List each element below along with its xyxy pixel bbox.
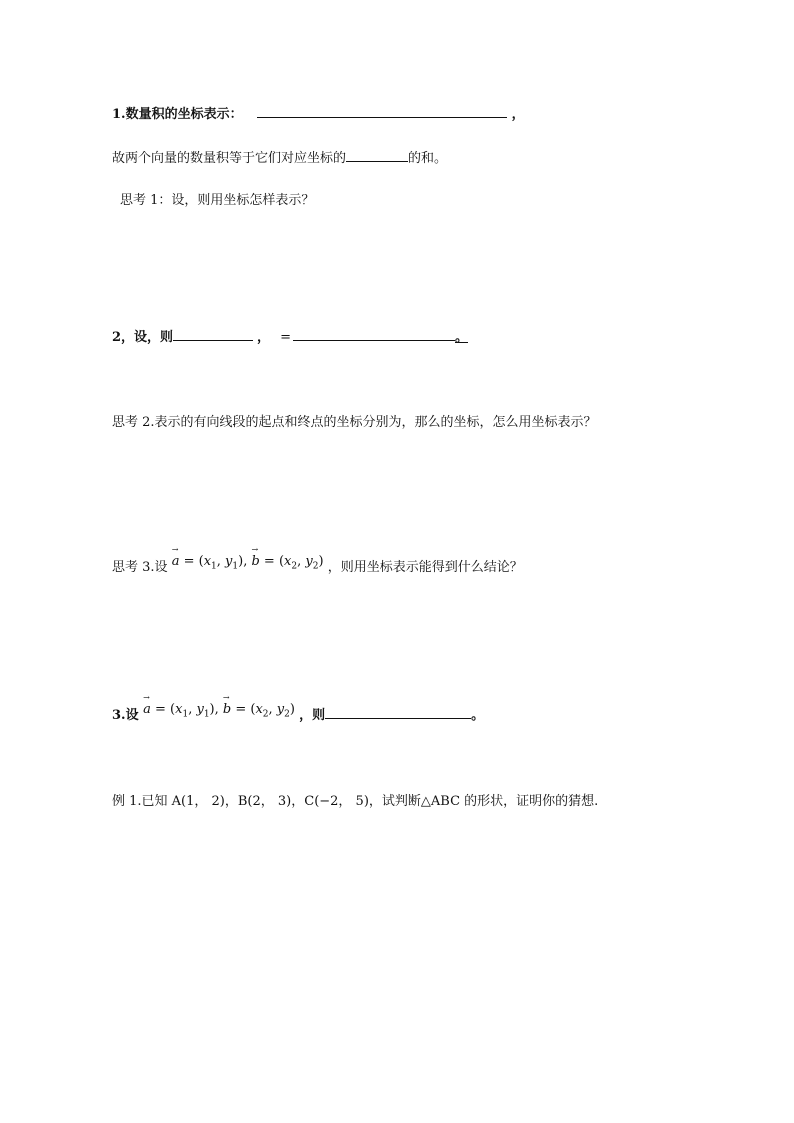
example-1-text: 例 1.已知 A(1， 2)，B(2， 3)，C(−2， 5)，试判断△ABC 的形状，证明你的猜想. — [112, 794, 599, 809]
section-1-trail: ， — [511, 107, 525, 122]
think-1-line — [120, 194, 314, 207]
section-2-eq: = — [280, 330, 291, 345]
answer-blank-3[interactable] — [173, 329, 253, 341]
section-3-end: 。 — [471, 708, 485, 723]
answer-blank-5[interactable] — [325, 707, 471, 719]
dot-product-sum-after: 的和。 — [408, 151, 448, 166]
think-3-formula: → $a = (x_1$, $y_1$), → $b = (x_2$, $y_2$) — [172, 554, 328, 569]
think-2-text: 思考 2.表示的有向线段的起点和终点的坐标分别为，那么的坐标，怎么用坐标表示？ — [112, 415, 597, 430]
example-1-line — [112, 795, 598, 808]
section-1-line — [112, 106, 525, 121]
section-2-prefix: 2，设，则 — [112, 330, 174, 345]
think-3-suffix: ，则用坐标表示能得到什么结论？ — [327, 560, 523, 575]
think-1-text: 思考 1：设，则用坐标怎样表示？ — [120, 193, 315, 208]
think-2-line — [112, 416, 597, 429]
dot-product-sum-line — [112, 150, 447, 165]
section-2-mid: ， — [257, 330, 271, 345]
dot-product-sum-before: 故两个向量的数量积等于它们对应坐标的 — [112, 151, 347, 166]
think-3-line — [112, 554, 523, 578]
section-3-formula: → $a = (x_1$, $y_1$), → $b = (x_2$, $y_2$) — [143, 702, 299, 717]
section-3-line — [112, 702, 485, 726]
answer-blank-1[interactable] — [257, 106, 507, 118]
section-2-end: 。 — [454, 330, 468, 345]
section-2-line — [112, 329, 468, 344]
section-3-mid: ，则 — [299, 708, 326, 723]
think-3-prefix: 思考 3.设 — [112, 560, 168, 575]
answer-blank-2[interactable] — [346, 150, 408, 162]
section-1-title: 1.数量积的坐标表示： — [112, 107, 243, 122]
answer-blank-4[interactable] — [293, 329, 455, 341]
section-3-prefix: 3.设 — [112, 708, 139, 723]
